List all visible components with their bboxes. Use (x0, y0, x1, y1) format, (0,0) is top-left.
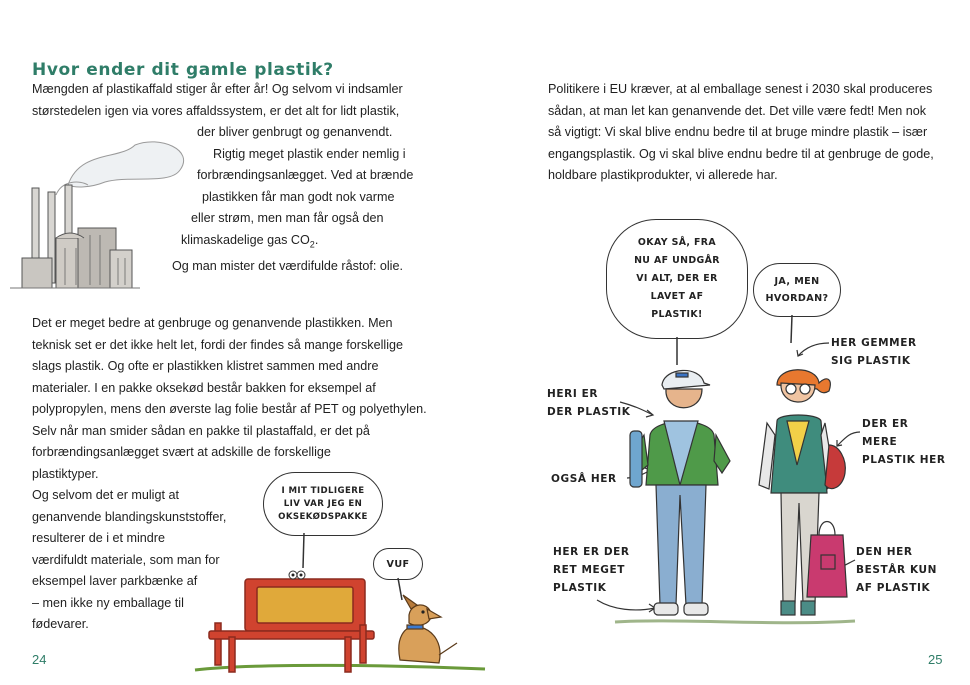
bench-illustration (195, 565, 485, 685)
body-paragraph (32, 313, 427, 485)
label-line: RET MEGET (553, 564, 626, 576)
text-line: der bliver genbrugt og genanvendt. (197, 125, 393, 139)
text-line: plastiktyper. (32, 466, 99, 481)
text-fragment: eller strøm, men man får også den (191, 211, 384, 225)
label-line: PLASTIK (553, 582, 607, 594)
text-line: fødevarer. (32, 617, 89, 631)
text-line: Og man mister det værdifulde råstof: olie. (172, 258, 403, 273)
boy-illustration (620, 365, 740, 625)
girl-illustration (747, 365, 857, 625)
label-line: MERE (862, 436, 898, 448)
bubble-line: OKSEKØDSPAKKE (278, 511, 368, 522)
text-line: Mængden af plastikaffald stiger år efter år! Og selvom vi indsamler (32, 82, 403, 96)
label-line: HER GEMMER (831, 337, 917, 349)
label-line: DER ER (862, 418, 909, 430)
text-fragment: klimaskadelige gas CO (181, 232, 310, 247)
label-line: DER PLASTIK (547, 406, 631, 418)
text-line: Rigtig meget plastik ender nemlig i (213, 146, 406, 161)
label-line: OGSÅ HER (551, 473, 617, 485)
bubble-line: LAVET AF (650, 291, 704, 302)
bubble-line: VUF (386, 558, 410, 570)
page-number-right: 25 (928, 652, 943, 667)
text-line: så vigtigt: Vi skal blive endnu bedre til at bruge mindre plastik – især (548, 125, 928, 139)
text-line: resulterer de i et mindre (32, 531, 165, 545)
label-line: DEN HER (856, 546, 913, 558)
label-line: PLASTIK HER (862, 454, 946, 466)
text-line: teknisk set er det ikke helt let, fordi der findes så mange forskellige (32, 337, 403, 352)
text-line: genanvende blandingskunststoffer, (32, 509, 227, 524)
text-line: engangsplastik. Og vi skal blive endnu bedre til at genbruge de gode, (548, 146, 934, 161)
text-line: Politikere i EU kræver, at al emballage senest i 2030 skal produceres (548, 82, 933, 96)
label-line: SIG PLASTIK (831, 355, 911, 367)
label-line: AF PLASTIK (856, 582, 931, 594)
text-line: størstedelen igen via vores affaldssystem, er det alt for lidt plastik, (32, 103, 400, 118)
co2-subscript: 2 (309, 239, 315, 250)
label-line: BESTÅR KUN (856, 564, 938, 576)
text-line: forbrændingsanlægget. Ved at brænde (197, 168, 414, 182)
label-line: HER ER DER (553, 546, 630, 558)
bubble-line: OKAY SÅ, FRA (637, 237, 717, 248)
factory-illustration (10, 140, 160, 290)
label-line: HERI ER (547, 388, 599, 400)
text-line: eksempel laver parkbænke af (32, 574, 198, 588)
bubble-line: NU AF UNDGÅR (634, 255, 720, 266)
text-line: polypropylen, mens den øverste lag folie består af PET og polyethylen. (32, 402, 427, 416)
text-line: plastikken får man godt nok varme (202, 189, 395, 204)
bubble-line: I MIT TIDLIGERE (281, 485, 365, 496)
text-line: slags plastik. Og ofte er plastikken klistret sammen med andre (32, 359, 379, 373)
bubble-line: JA, MEN (774, 276, 820, 287)
text-line: sådan, at man let kan genanvende det. Det ville være fedt! Men nok (548, 103, 927, 118)
right-page (485, 0, 970, 685)
bench-speech-bubble (263, 472, 383, 536)
page-heading: Hvor ender dit gamle plastik? (32, 60, 334, 80)
page-number-left: 24 (32, 652, 47, 667)
text-line: Det er meget bedre at genbruge og genanvende plastikken. Men (32, 316, 393, 330)
text-line: værdifuldt materiale, som man for (32, 552, 220, 567)
text-line: materialer. I en pakke oksekød består bakken for eksempel af (32, 380, 376, 395)
text-line: forbrændingsanlægget svært at adskille de forskellige (32, 445, 331, 459)
bubble-line: PLASTIK! (651, 309, 703, 320)
bubble-line: HVORDAN? (765, 293, 829, 304)
ground-line (615, 616, 855, 628)
text-line: – men ikke ny emballage til (32, 595, 184, 610)
text-line: Og selvom det er muligt at (32, 488, 179, 502)
bubble-line: LIV VAR JEG EN (283, 498, 363, 509)
bubble-line: VI ALT, DER ER (636, 273, 718, 284)
text-line: holdbare plastikprodukter, vi allerede har. (548, 168, 778, 182)
text-fragment: . (314, 232, 319, 247)
text-line: Selv når man smider sådan en pakke til plastaffald, er det på (32, 423, 370, 438)
